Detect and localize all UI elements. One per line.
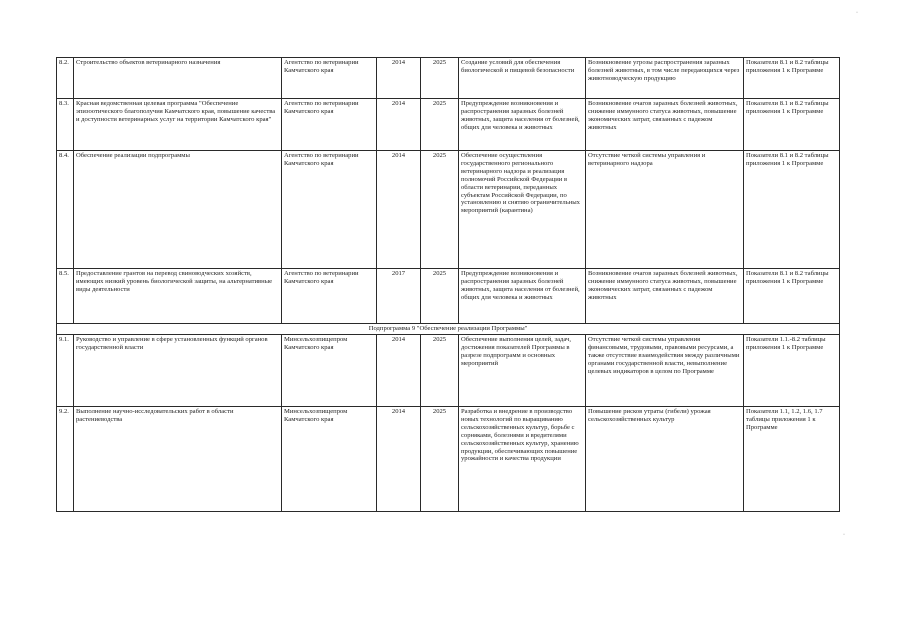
end-year: 2025 <box>421 269 459 324</box>
scan-mark: · <box>856 10 858 16</box>
non-implementation-consequence: Возникновение угрозы распространения заразных болезней животных, в том числе передающихся через животноводческую продукцию <box>586 58 744 99</box>
executor: Агентство по ветеринарии Камчатского края <box>282 58 377 99</box>
executor: Агентство по ветеринарии Камчатского края <box>282 269 377 324</box>
non-implementation-consequence: Отсутствие четкой системы управления и ветеринарного надзора <box>586 151 744 269</box>
row-number: 9.1. <box>57 335 74 407</box>
scan-mark: · <box>843 532 845 538</box>
table-row <box>57 58 840 99</box>
end-year: 2025 <box>421 58 459 99</box>
non-implementation-consequence: Возникновение очагов заразных болезней животных, снижение иммунного статуса животных, повышение экономических затрат, связанных с падежом животных <box>586 269 744 324</box>
executor: Минсельхозпищепром Камчатского края <box>282 407 377 512</box>
start-year: 2014 <box>377 58 421 99</box>
expected-result: Разработка и внедрение в производство новых технологий по выращиванию сельскохозяйственных культур, борьбе с сорняками, болезнями и вредителями сельскохозяйственных культур, хранению продукции, обеспечивающих повышение урожайности и качества продукции <box>459 407 586 512</box>
start-year: 2014 <box>377 151 421 269</box>
related-indicators: Показатели 8.1 и 8.2 таблицы приложения 1 к Программе <box>744 99 840 151</box>
end-year: 2025 <box>421 99 459 151</box>
table-row <box>57 407 840 512</box>
non-implementation-consequence: Возникновение очагов заразных болезней животных, снижение иммунного статуса животных, повышение экономических затрат, связанных с падежом животных <box>586 99 744 151</box>
measure-name: Выполнение научно-исследовательских работ в области растениеводства <box>74 407 282 512</box>
related-indicators: Показатели 1.1.-8.2 таблицы приложения 1 к Программе <box>744 335 840 407</box>
end-year: 2025 <box>421 407 459 512</box>
table-row <box>57 99 840 151</box>
row-number: 9.2. <box>57 407 74 512</box>
expected-result: Предупреждение возникновения и распространения заразных болезней животных, защита населения от болезней, общих для человека и животных <box>459 269 586 324</box>
related-indicators: Показатели 8.1 и 8.2 таблицы приложения 1 к Программе <box>744 269 840 324</box>
measure-name: Красная ведомственная целевая программа "Обеспечение эпизоотического благополучия Камчатского края, повышение качества и доступности ветеринарных услуг на территории Камчатского края" <box>74 99 282 151</box>
end-year: 2025 <box>421 151 459 269</box>
expected-result: Создание условий для обеспечения биологической и пищевой безопасности <box>459 58 586 99</box>
table-row <box>57 151 840 269</box>
executor: Минсельхозпищепром Камчатского края <box>282 335 377 407</box>
section-header-row <box>57 324 840 335</box>
table-row <box>57 269 840 324</box>
start-year: 2014 <box>377 407 421 512</box>
related-indicators: Показатели 8.1 и 8.2 таблицы приложения 1 к Программе <box>744 58 840 99</box>
non-implementation-consequence: Повышение рисков утраты (гибели) урожая сельскохозяйственных культур <box>586 407 744 512</box>
expected-result: Предупреждение возникновения и распространения заразных болезней животных, защита населения от болезней, общих для человека и животных <box>459 99 586 151</box>
row-number: 8.2. <box>57 58 74 99</box>
expected-result: Обеспечение выполнения целей, задач, достижения показателей Программы в разрезе подпрограмм и основных мероприятий <box>459 335 586 407</box>
related-indicators: Показатели 1.1, 1.2, 1.6, 1.7 таблицы приложения 1 к Программе <box>744 407 840 512</box>
program-table <box>56 57 840 512</box>
start-year: 2017 <box>377 269 421 324</box>
executor: Агентство по ветеринарии Камчатского края <box>282 151 377 269</box>
table-row <box>57 335 840 407</box>
end-year: 2025 <box>421 335 459 407</box>
measure-name: Строительство объектов ветеринарного назначения <box>74 58 282 99</box>
row-number: 8.3. <box>57 99 74 151</box>
non-implementation-consequence: Отсутствие четкой системы управления финансовыми, трудовыми, правовыми ресурсами, а также отсутствие взаимодействия между различными органами государственной власти, невыполнение целевых индикаторов в целом по Программе <box>586 335 744 407</box>
subprogram-title: Подпрограмма 9 "Обеспечение реализации Программы" <box>57 324 840 335</box>
measure-name: Обеспечение реализации подпрограммы <box>74 151 282 269</box>
start-year: 2014 <box>377 99 421 151</box>
start-year: 2014 <box>377 335 421 407</box>
measure-name: Руководство и управление в сфере установленных функций органов государственной власти <box>74 335 282 407</box>
measure-name: Предоставление грантов на перевод свиноводческих хозяйств, имеющих низкий уровень биологической защиты, на альтернативные виды деятельности <box>74 269 282 324</box>
row-number: 8.4. <box>57 151 74 269</box>
related-indicators: Показатели 8.1 и 8.2 таблицы приложения 1 к Программе <box>744 151 840 269</box>
executor: Агентство по ветеринарии Камчатского края <box>282 99 377 151</box>
row-number: 8.5. <box>57 269 74 324</box>
expected-result: Обеспечение осуществления государственного регионального ветеринарного надзора и реализация полномочий Российской Федерации в области ветеринарии, переданных субъектам Российской Федерации, по установлению и снятию ограничительных мероприятий (карантина) <box>459 151 586 269</box>
